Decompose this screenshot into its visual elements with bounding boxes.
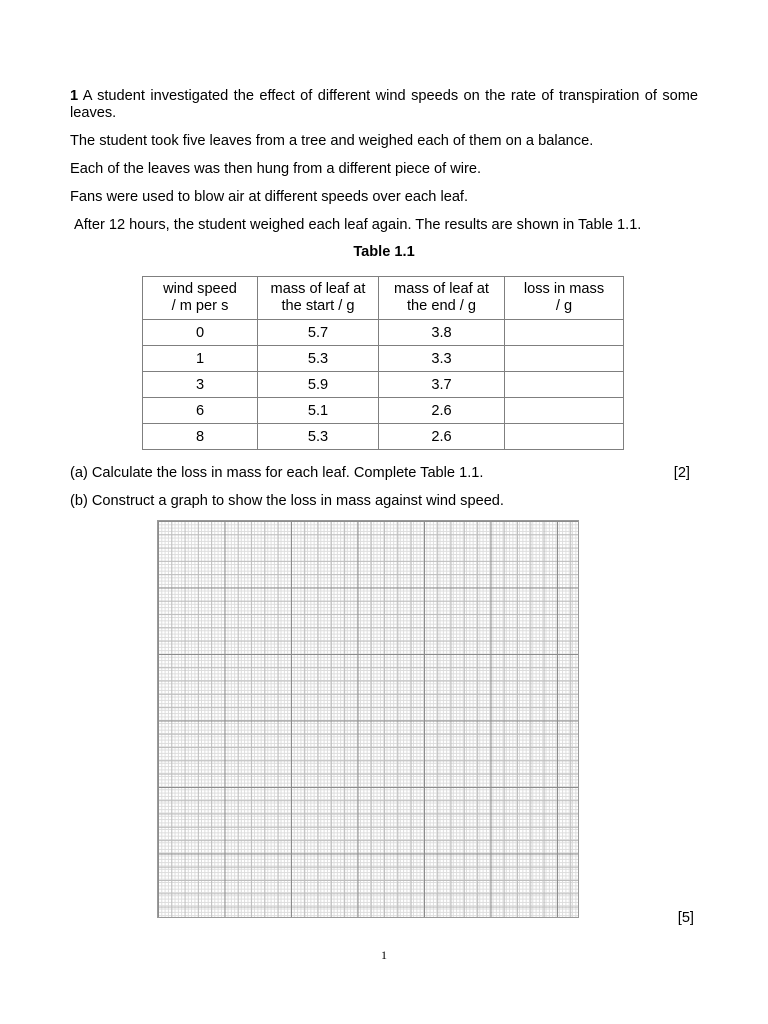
question-line-2: The student took five leaves from a tree and weighed each of them on a balance. bbox=[70, 133, 594, 149]
cell-mass-end: 2.6 bbox=[379, 424, 505, 450]
cell-wind-speed: 8 bbox=[143, 424, 258, 450]
table-row bbox=[143, 372, 624, 398]
header-wind-speed-line2: / m per s bbox=[171, 298, 229, 314]
question-intro-text: A student investigated the effect of different wind speeds on the rate of transpiration of some leaves. bbox=[70, 88, 699, 121]
part-b-marks: [5] bbox=[677, 910, 694, 926]
header-mass-start-line2: the start / g bbox=[281, 298, 355, 314]
question-number: 1 bbox=[70, 88, 79, 104]
part-a-marks: [2] bbox=[673, 465, 690, 481]
cell-mass-start: 5.3 bbox=[258, 346, 379, 372]
results-table bbox=[142, 276, 624, 450]
header-mass-end-line2: the end / g bbox=[407, 298, 476, 314]
cell-mass-start: 5.9 bbox=[258, 372, 379, 398]
table-row bbox=[143, 320, 624, 346]
question-line-5: After 12 hours, the student weighed each leaf again. The results are shown in Table 1.1. bbox=[74, 217, 642, 233]
cell-mass-end: 2.6 bbox=[379, 398, 505, 424]
table-header-row bbox=[143, 277, 624, 320]
cell-loss-in-mass[interactable] bbox=[505, 398, 624, 424]
question-line-4: Fans were used to blow air at different speeds over each leaf. bbox=[70, 189, 469, 205]
header-wind-speed-line1: wind speed bbox=[163, 281, 237, 297]
question-line-3: Each of the leaves was then hung from a different piece of wire. bbox=[70, 161, 482, 177]
cell-wind-speed: 3 bbox=[143, 372, 258, 398]
header-mass-end-line1: mass of leaf at bbox=[394, 281, 489, 297]
part-a-text: (a) Calculate the loss in mass for each leaf. Complete Table 1.1. bbox=[70, 465, 484, 481]
cell-loss-in-mass[interactable] bbox=[505, 320, 624, 346]
header-mass-start bbox=[258, 277, 379, 320]
cell-loss-in-mass[interactable] bbox=[505, 346, 624, 372]
header-loss-in-mass bbox=[505, 277, 624, 320]
header-mass-start-line1: mass of leaf at bbox=[270, 281, 366, 297]
header-loss-line1: loss in mass bbox=[523, 281, 605, 297]
header-wind-speed bbox=[143, 277, 258, 320]
table-caption: Table 1.1 bbox=[353, 244, 415, 260]
cell-mass-start: 5.7 bbox=[258, 320, 379, 346]
cell-loss-in-mass[interactable] bbox=[505, 424, 624, 450]
cell-mass-end: 3.7 bbox=[379, 372, 505, 398]
table-row bbox=[143, 346, 624, 372]
cell-wind-speed: 1 bbox=[143, 346, 258, 372]
cell-mass-start: 5.3 bbox=[258, 424, 379, 450]
header-loss-line2: / g bbox=[555, 298, 573, 314]
header-mass-end bbox=[379, 277, 505, 320]
cell-mass-end: 3.8 bbox=[379, 320, 505, 346]
page-number: 1 bbox=[381, 948, 387, 962]
cell-wind-speed: 6 bbox=[143, 398, 258, 424]
graph-paper-grid[interactable] bbox=[157, 520, 579, 918]
table-row bbox=[143, 398, 624, 424]
cell-mass-start: 5.1 bbox=[258, 398, 379, 424]
cell-mass-end: 3.3 bbox=[379, 346, 505, 372]
question-intro bbox=[70, 88, 698, 122]
cell-wind-speed: 0 bbox=[143, 320, 258, 346]
table-row bbox=[143, 424, 624, 450]
cell-loss-in-mass[interactable] bbox=[505, 372, 624, 398]
part-b-text: (b) Construct a graph to show the loss in mass against wind speed. bbox=[70, 493, 504, 509]
